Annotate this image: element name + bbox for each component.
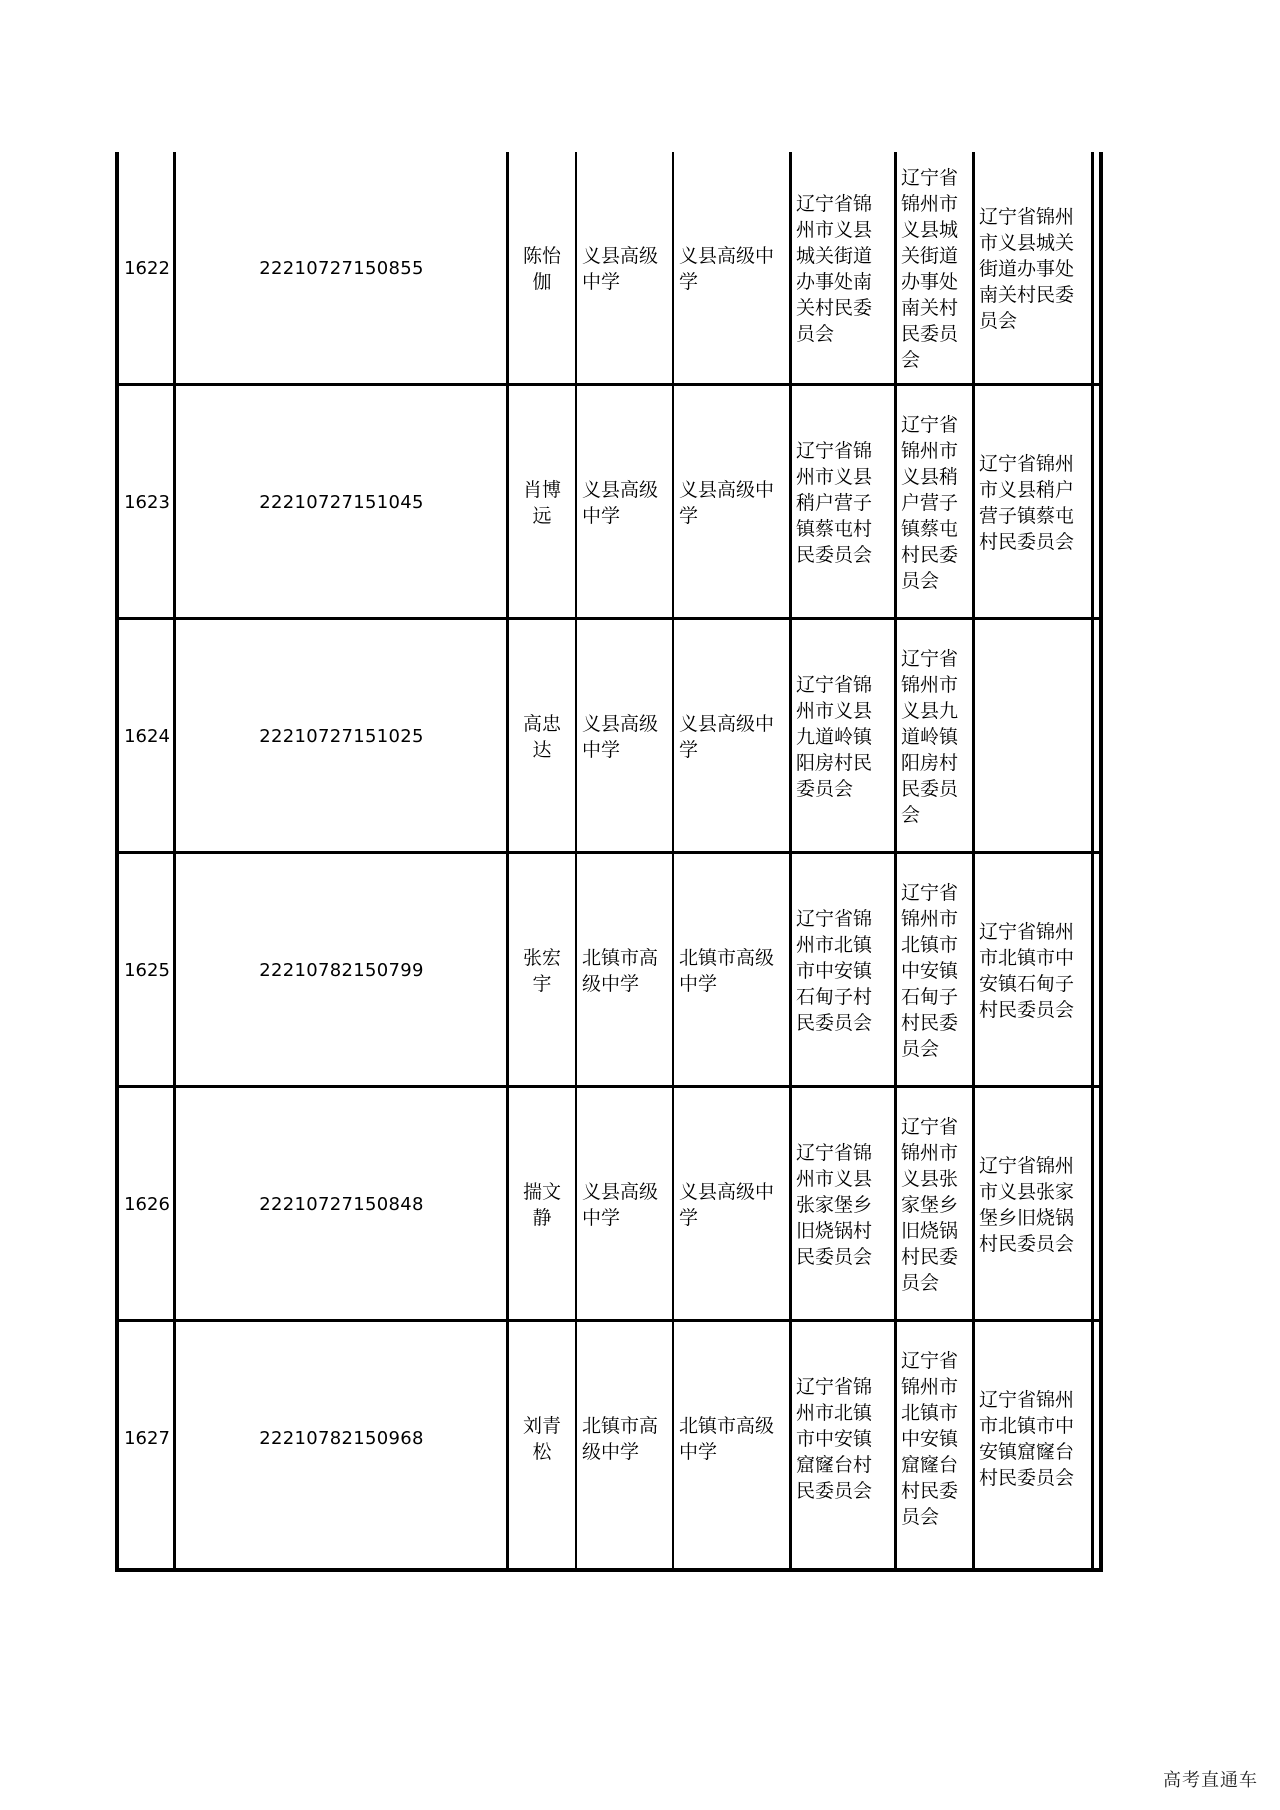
table-row: [115, 854, 1103, 1088]
watermark-text: 高考直通车: [1163, 1770, 1258, 1791]
table-row: [115, 1322, 1103, 1556]
cell-residence-address: 辽宁省锦州市义县九道岭镇阳房村民委员会: [901, 648, 959, 826]
cell-school: 义县高级中学: [582, 245, 659, 293]
cell-school-2: 义县高级中学: [679, 479, 775, 527]
cell-serial-number: 1626: [124, 1194, 170, 1215]
table-grid: [115, 152, 1103, 1572]
cell-serial-number: 1622: [124, 258, 170, 279]
roster-table: [115, 152, 1103, 1572]
cell-residence-address: 辽宁省锦州市义县张家堡乡旧烧锅村民委员会: [901, 1116, 959, 1294]
cell-school-2: 义县高级中学: [679, 245, 775, 293]
cell-exam-id: 22210727151025: [259, 726, 424, 747]
cell-exam-id: 22210727150848: [259, 1194, 424, 1215]
cell-student-name: 刘青松: [522, 1415, 561, 1463]
cell-guardian-address: 辽宁省锦州市义县张家堡乡旧烧锅村民委员会: [979, 1155, 1075, 1255]
cell-school: 北镇市高级中学: [582, 1415, 659, 1463]
cell-household-address: 辽宁省锦州市北镇市中安镇窟窿台村民委员会: [796, 1376, 873, 1502]
cell-household-address: 辽宁省锦州市义县张家堡乡旧烧锅村民委员会: [796, 1142, 873, 1268]
cell-guardian-address: 辽宁省锦州市义县稍户营子镇蔡屯村民委员会: [979, 453, 1075, 553]
table-row: [115, 620, 1103, 854]
cell-exam-id: 22210782150968: [259, 1428, 424, 1449]
cell-serial-number: 1624: [124, 726, 170, 747]
cell-guardian-address: [973, 620, 1093, 854]
cell-residence-address: 辽宁省锦州市北镇市中安镇窟窿台村民委员会: [901, 1350, 959, 1528]
cell-school-2: 义县高级中学: [679, 713, 775, 761]
table-row: [115, 152, 1103, 386]
cell-exam-id: 22210727150855: [259, 258, 424, 279]
cell-serial-number: 1627: [124, 1428, 170, 1449]
cell-school: 义县高级中学: [582, 1181, 659, 1229]
cell-student-name: 陈怡伽: [522, 245, 561, 293]
cell-exam-id: 22210727151045: [259, 492, 424, 513]
cell-school: 北镇市高级中学: [582, 947, 659, 995]
cell-residence-address: 辽宁省锦州市北镇市中安镇石甸子村民委员会: [901, 882, 959, 1060]
cell-serial-number: 1625: [124, 960, 170, 981]
cell-student-name: 揣文静: [522, 1181, 561, 1229]
cell-household-address: 辽宁省锦州市北镇市中安镇石甸子村民委员会: [796, 908, 873, 1034]
cell-guardian-address: 辽宁省锦州市北镇市中安镇窟窿台村民委员会: [979, 1389, 1075, 1489]
cell-household-address: 辽宁省锦州市义县稍户营子镇蔡屯村民委员会: [796, 440, 873, 566]
table-row: [115, 386, 1103, 620]
cell-school: 义县高级中学: [582, 713, 659, 761]
cell-school: 义县高级中学: [582, 479, 659, 527]
cell-school-2: 北镇市高级中学: [679, 947, 775, 995]
cell-residence-address: 辽宁省锦州市义县城关街道办事处南关村民委员会: [901, 167, 959, 371]
cell-school-2: 义县高级中学: [679, 1181, 775, 1229]
cell-household-address: 辽宁省锦州市义县城关街道办事处南关村民委员会: [796, 193, 873, 345]
cell-guardian-address: 辽宁省锦州市北镇市中安镇石甸子村民委员会: [979, 921, 1075, 1021]
table-row: [115, 1088, 1103, 1322]
cell-serial-number: 1623: [124, 492, 170, 513]
cell-student-name: 张宏宇: [522, 947, 561, 995]
cell-guardian-address: 辽宁省锦州市义县城关街道办事处南关村民委员会: [979, 206, 1075, 332]
cell-school-2: 北镇市高级中学: [679, 1415, 775, 1463]
cell-student-name: 高忠达: [522, 713, 561, 761]
cell-household-address: 辽宁省锦州市义县九道岭镇阳房村民委员会: [796, 674, 873, 800]
cell-student-name: 肖博远: [522, 479, 561, 527]
cell-residence-address: 辽宁省锦州市义县稍户营子镇蔡屯村民委员会: [901, 414, 959, 592]
cell-exam-id: 22210782150799: [259, 960, 424, 981]
